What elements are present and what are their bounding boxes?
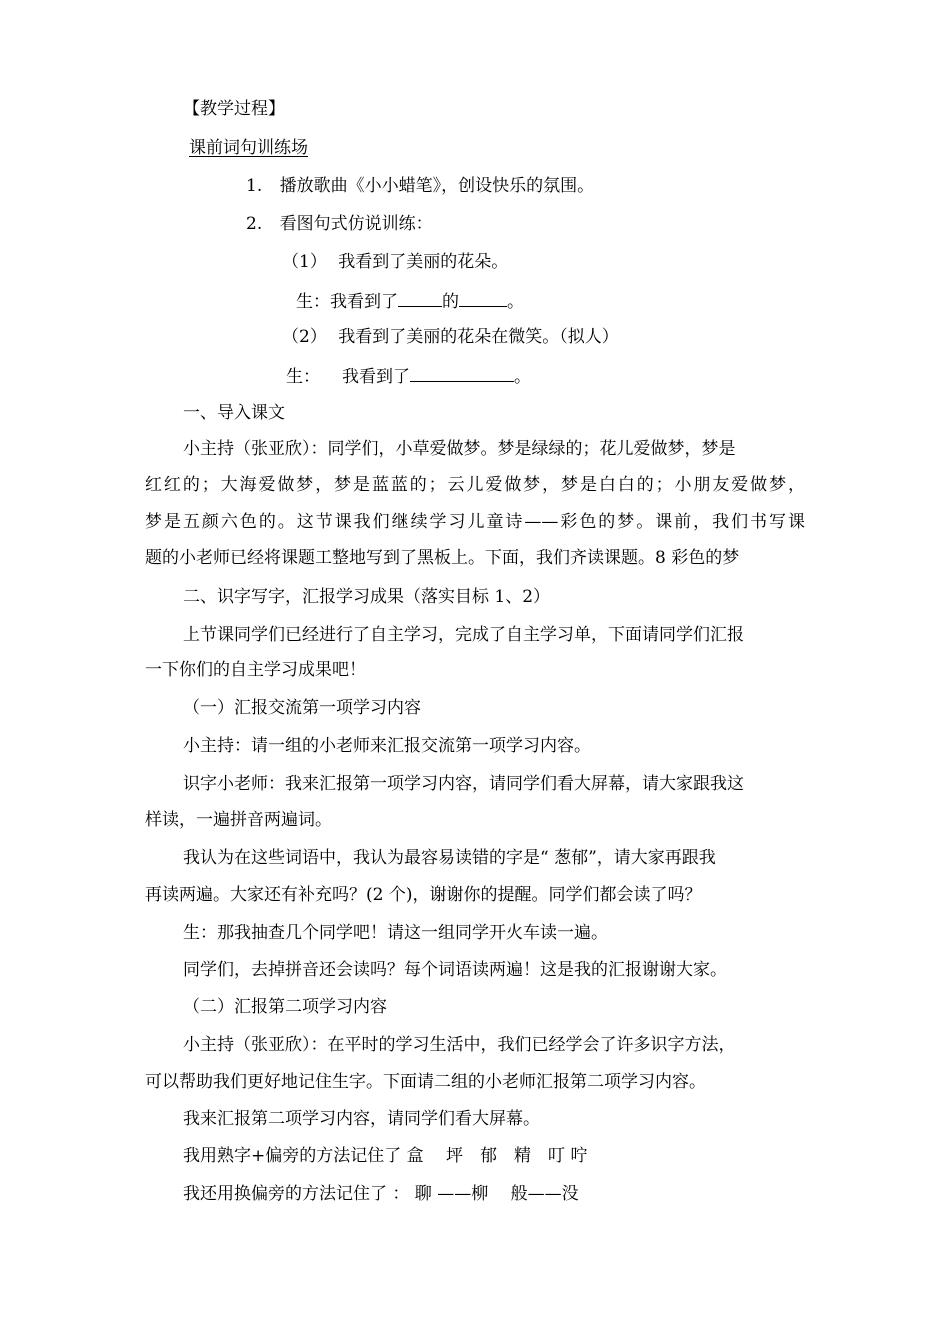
- list-item-text: 播放歌曲《小小蜡笔》，创设快乐的氛围。: [279, 176, 595, 196]
- exercise-number: （2）: [282, 327, 327, 347]
- student-line-end: 。: [514, 367, 531, 387]
- paragraph-line: 样读，一遍拼音两遍词。: [145, 810, 332, 830]
- paragraph-line: 题的小老师已经将课题工整地写到了黑板上。下面，我们齐读课题。8 彩色的梦: [145, 548, 740, 568]
- section-heading: 【教学过程】: [183, 99, 285, 119]
- warmup-title: 课前词句训练场: [189, 138, 308, 158]
- paragraph-line: 梦是五颜六色的。这节课我们继续学习儿童诗——彩色的梦。课前，我们书写课: [145, 512, 805, 532]
- paragraph-line: 上节课同学们已经进行了自主学习，完成了自主学习单，下面请同学们汇报: [183, 625, 744, 645]
- list-item-2: [246, 212, 433, 236]
- paragraph-line: 我用熟字+偏旁的方法记住了 盒 坪 郁 精 叮 咛: [183, 1146, 588, 1166]
- paragraph-line: 我还用换偏旁的方法记住了 ： 聊 ——柳 般——没: [183, 1184, 579, 1204]
- student-line-mid: 我看到了: [342, 367, 410, 387]
- sub1-title: （一）汇报交流第一项学习内容: [183, 698, 421, 718]
- paragraph-line: 小主持（张亚欣）：在平时的学习生活中，我们已经学会了许多识字方法，: [183, 1035, 736, 1055]
- paragraph-line: 我认为在这些词语中，我认为最容易读错的字是“ 葱郁”，请大家再跟我: [183, 848, 716, 868]
- paragraph-line: 识字小老师：我来汇报第一项学习内容，请同学们看大屏幕，请大家跟我这: [183, 774, 744, 794]
- paragraph-line: 红红的；大海爱做梦，梦是蓝蓝的；云儿爱做梦，梦是白白的；小朋友爱做梦，: [145, 475, 805, 495]
- paragraph-line: 小主持（张亚欣）：同学们，小草爱做梦。梦是绿绿的；花儿爱做梦，梦是: [183, 439, 736, 459]
- student-line-prefix: 生：我看到了: [296, 292, 398, 312]
- part2-title: 二、识字写字，汇报学习成果（落实目标 1、2）: [183, 587, 551, 607]
- paragraph-line: 生：那我抽查几个同学吧！请这一组同学开火车读一遍。: [183, 923, 608, 943]
- student-line-end: 。: [507, 292, 524, 312]
- exercise-2: [282, 325, 619, 349]
- paragraph-line: 再读两遍。大家还有补充吗？(2 个)，谢谢你的提醒。同学们都会读了吗？: [145, 885, 702, 905]
- part1-title: 一、导入课文: [183, 403, 285, 423]
- exercise-1-student: [296, 288, 524, 312]
- student-line-mid: 的: [442, 292, 459, 312]
- fill-blank: [459, 288, 507, 307]
- list-item-1: [246, 174, 594, 198]
- exercise-2-student: [286, 363, 531, 387]
- fill-blank: [410, 363, 514, 382]
- paragraph-line: 小主持：请一组的小老师来汇报交流第一项学习内容。: [183, 736, 591, 756]
- exercise-1: [282, 250, 508, 274]
- list-number: 1.: [246, 176, 263, 196]
- paragraph-line: 我来汇报第二项学习内容，请同学们看大屏幕。: [183, 1109, 540, 1129]
- student-line-prefix: 生：: [286, 367, 320, 387]
- exercise-number: （1）: [282, 252, 327, 272]
- exercise-text: 我看到了美丽的花朵。: [338, 252, 509, 272]
- fill-blank: [398, 288, 442, 307]
- paragraph-line: 一下你们的自主学习成果吧！: [145, 660, 366, 680]
- list-number: 2.: [246, 214, 263, 234]
- sub2-title: （二）汇报第二项学习内容: [183, 997, 387, 1017]
- paragraph-line: 可以帮助我们更好地记住生字。下面请二组的小老师汇报第二项学习内容。: [145, 1072, 706, 1092]
- paragraph-line: 同学们，去掉拼音还会读吗？每个词语读两遍！这是我的汇报谢谢大家。: [183, 960, 727, 980]
- exercise-text: 我看到了美丽的花朵在微笑。（拟人）: [338, 327, 619, 347]
- list-item-text: 看图句式仿说训练：: [279, 214, 433, 234]
